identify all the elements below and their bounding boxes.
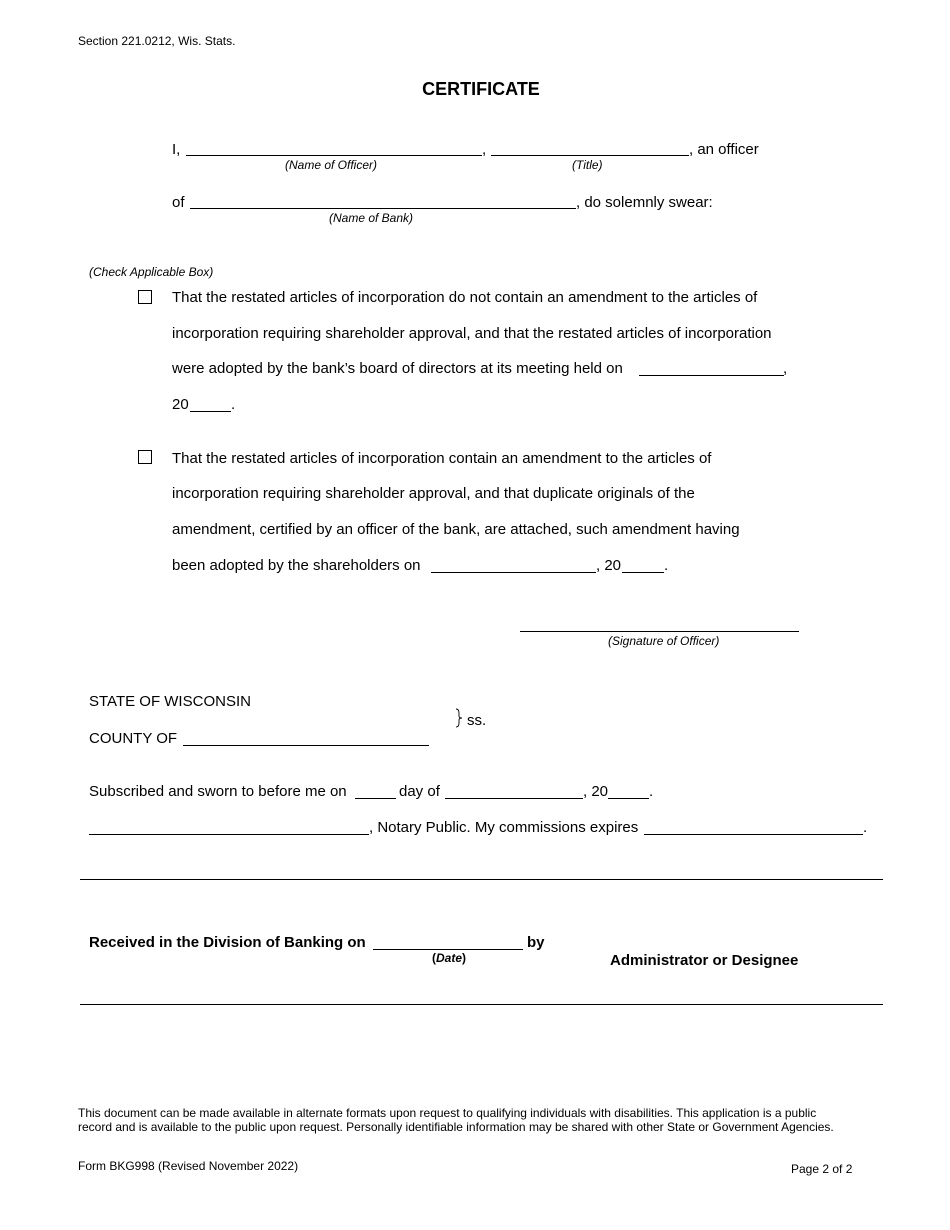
administrator-label: Administrator or Designee [610, 952, 799, 969]
divider-top [80, 879, 883, 880]
sworn-prefix: Subscribed and sworn to before me on [89, 783, 347, 800]
venue-ss: ss. [467, 712, 487, 729]
option1-line3-comma: , [783, 360, 788, 377]
option2-period: . [664, 557, 669, 574]
oath-officer-suffix: , an officer [689, 141, 759, 158]
sworn-year-prefix: , 20 [583, 783, 609, 800]
option2-year-prefix: , 20 [596, 557, 622, 574]
sworn-year-field[interactable] [608, 798, 649, 799]
brace-icon [454, 708, 464, 728]
bank-name-field[interactable] [190, 208, 576, 209]
venue-state: STATE OF WISCONSIN [89, 693, 251, 710]
option2-line2: incorporation requiring shareholder approval, and that duplicate originals of the [172, 485, 695, 502]
officer-signature-field[interactable] [520, 631, 799, 632]
statute-reference: Section 221.0212, Wis. Stats. [78, 34, 236, 48]
option1-line2: incorporation requiring shareholder approval, and that the restated articles of incorporation [172, 325, 772, 342]
oath-i-prefix: I, [172, 141, 181, 158]
option2-adoption-date-field[interactable] [431, 572, 596, 573]
date-caption: (Date) [432, 951, 467, 965]
received-date-field[interactable] [373, 949, 523, 950]
option1-year-field[interactable] [190, 411, 231, 412]
option1-line3: were adopted by the bank’s board of directors at its meeting held on [172, 360, 623, 377]
received-by: by [527, 934, 545, 951]
venue-county-label: COUNTY OF [89, 730, 178, 747]
sworn-day-of: day of [399, 783, 440, 800]
form-id: Form BKG998 (Revised November 2022) [78, 1159, 299, 1173]
option2-line3: amendment, certified by an officer of the bank, are attached, such amendment having [172, 521, 740, 538]
option1-checkbox[interactable] [138, 290, 152, 304]
option2-checkbox[interactable] [138, 450, 152, 464]
divider-bottom [80, 1004, 883, 1005]
disclaimer-line1: This document can be made available in alternate formats upon request to qualifying individuals with disabilities. This application is a public [78, 1106, 817, 1120]
oath-swear-suffix: , do solemnly swear: [576, 194, 713, 211]
sworn-day-field[interactable] [355, 798, 396, 799]
oath-of-prefix: of [172, 194, 185, 211]
sworn-month-field[interactable] [445, 798, 583, 799]
page-number: Page 2 of 2 [791, 1162, 853, 1176]
option1-year-prefix: 20 [172, 396, 189, 413]
received-label: Received in the Division of Banking on [89, 934, 366, 951]
bank-name-caption: (Name of Bank) [329, 211, 414, 225]
officer-title-field[interactable] [491, 155, 689, 156]
disclaimer-line2: record and is available to the public upon request. Personally identifiable information may be shared with other State or Government Agencies. [78, 1120, 834, 1134]
option2-line1: That the restated articles of incorporation contain an amendment to the articles of [172, 450, 712, 467]
notary-public-text: , Notary Public. My commissions expires [369, 819, 639, 836]
sworn-period: . [649, 783, 654, 800]
option1-meeting-date-field[interactable] [639, 375, 784, 376]
notary-name-field[interactable] [89, 834, 369, 835]
check-instruction: (Check Applicable Box) [89, 265, 214, 279]
commission-expires-field[interactable] [644, 834, 863, 835]
signature-caption: (Signature of Officer) [608, 634, 720, 648]
commission-period: . [863, 819, 868, 836]
option1-line1: That the restated articles of incorporation do not contain an amendment to the articles of [172, 289, 758, 306]
option1-period: . [231, 396, 236, 413]
county-field[interactable] [183, 745, 429, 746]
officer-name-field[interactable] [186, 155, 482, 156]
officer-name-caption: (Name of Officer) [285, 158, 378, 172]
page-title: CERTIFICATE [422, 79, 540, 99]
officer-title-caption: (Title) [572, 158, 603, 172]
oath-comma: , [482, 141, 487, 158]
option2-line4-prefix: been adopted by the shareholders on [172, 557, 421, 574]
option2-year-field[interactable] [622, 572, 664, 573]
